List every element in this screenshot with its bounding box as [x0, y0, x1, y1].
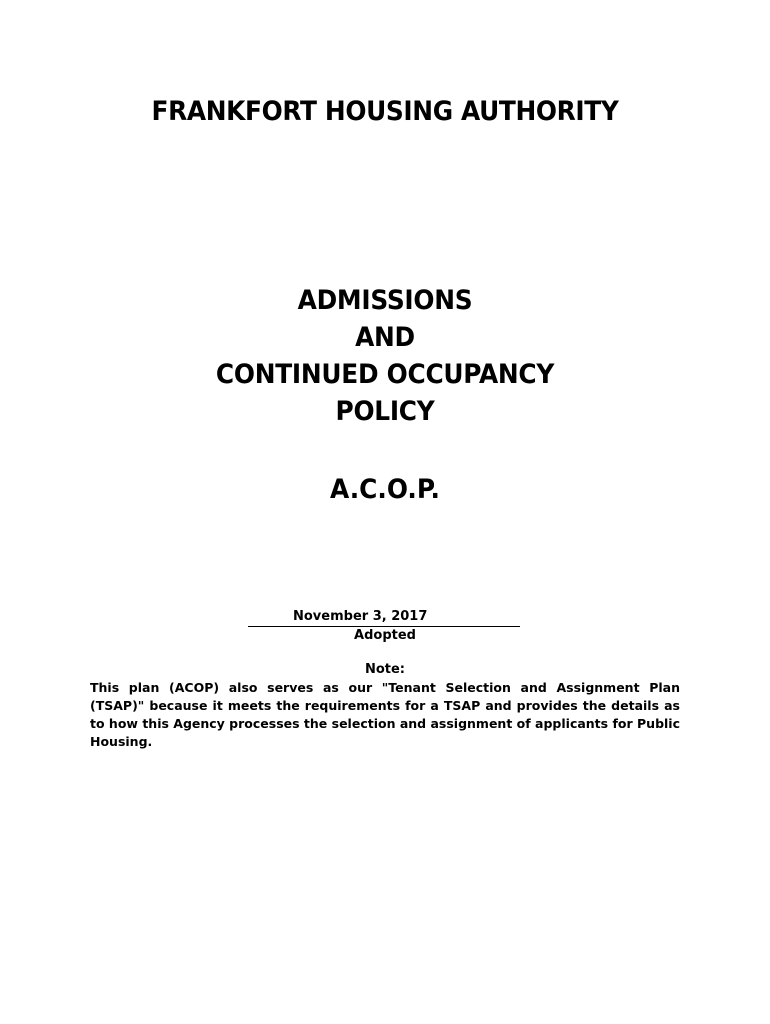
title-line-1: ADMISSIONS — [297, 285, 473, 316]
policy-title — [0, 282, 770, 430]
note-body: This plan (ACOP) also serves as our "Tenant Selection and Assignment Plan (TSAP)" because it meets the requirements for a TSAP and provides the details as to how this Agency processes the selection and assignment of applicants for Public Housing. — [90, 680, 680, 749]
adoption-status: Adopted — [354, 628, 416, 643]
adoption-date: November 3, 2017 — [293, 609, 428, 624]
title-line-2: AND — [355, 322, 415, 353]
organization-title: FRANKFORT HOUSING AUTHORITY — [151, 96, 619, 127]
title-line-3: CONTINUED OCCUPANCY — [215, 359, 555, 390]
policy-acronym: A.C.O.P. — [330, 474, 440, 505]
note-label: Note: — [364, 662, 406, 677]
title-line-4: POLICY — [335, 396, 435, 427]
